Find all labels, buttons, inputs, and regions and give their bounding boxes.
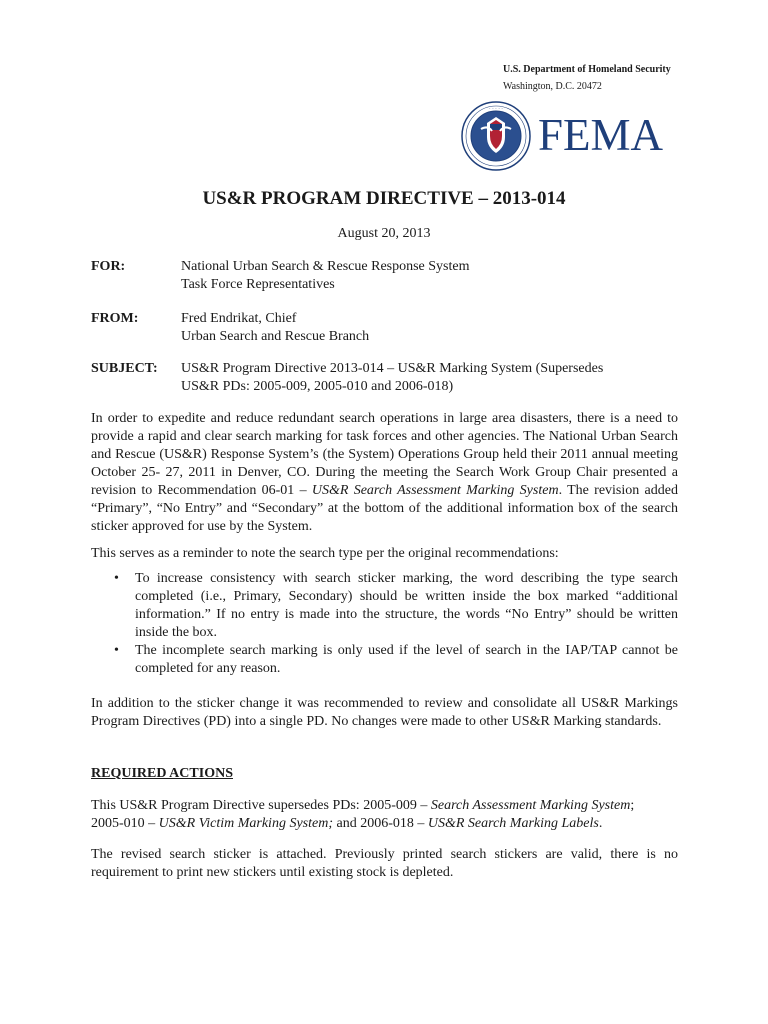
list-item-text: The incomplete search marking is only used if the level of search in the IAP/TAP cannot be completed for any reason. <box>135 643 678 676</box>
page-title: US&R PROGRAM DIRECTIVE – 2013-014 <box>202 188 566 209</box>
department-name: U.S. Department of Homeland Security <box>503 64 671 75</box>
supersedes-h: . <box>598 816 603 831</box>
supersedes-a: This US&R Program Directive supersedes PDs: 2005-009 – <box>91 798 431 813</box>
supersedes-g: US&R Search Marking Labels <box>427 816 599 831</box>
supersedes-d: 2005-010 – <box>91 816 159 831</box>
bullet-icon: • <box>114 571 119 586</box>
paragraph-supersedes <box>91 797 678 833</box>
memo-for-label: FOR: <box>91 259 126 274</box>
memo-subject-value <box>181 360 681 396</box>
supersedes-f: and 2006-018 – <box>332 816 428 831</box>
memo-from-value <box>181 310 681 346</box>
required-actions-heading: REQUIRED ACTIONS <box>91 766 233 781</box>
dhs-seal-icon <box>461 101 531 171</box>
paragraph-sticker-text: The revised search sticker is attached. Previously printed search stickers are valid, there is no requirement to print new stickers until existing stock is depleted. <box>91 847 678 880</box>
paragraph-intro-end: . The revision added “Primary”, “No Entry” and “Secondary” at the bottom of the additional information box of the search sticker approved for use by the System. <box>91 483 678 534</box>
memo-from-line: Urban Search and Rescue Branch <box>181 329 370 344</box>
paragraph-intro <box>91 410 678 536</box>
list-item <box>91 570 678 642</box>
supersedes-e: US&R Victim Marking System; <box>158 816 333 831</box>
paragraph-reminder <box>91 545 678 563</box>
paragraph-intro-italic: US&R Search Assessment Marking System <box>311 483 559 498</box>
list-item <box>91 642 678 678</box>
paragraph-sticker <box>91 846 678 882</box>
memo-from-line: Fred Endrikat, Chief <box>181 311 297 326</box>
memo-for-line: National Urban Search & Rescue Response System <box>181 259 470 274</box>
paragraph-reminder-text: This serves as a reminder to note the search type per the original recommendations: <box>91 546 559 561</box>
memo-from-label: FROM: <box>91 311 139 326</box>
paragraph-consolidation-text: In addition to the sticker change it was recommended to review and consolidate all US&R Markings Program Directives (PD) into a single PD. No changes were made to other US&R Marking standards. <box>91 696 678 729</box>
memo-subject-line: US&R PDs: 2005-009, 2005-010 and 2006-018) <box>181 379 454 394</box>
memo-subject-label: SUBJECT: <box>91 361 158 376</box>
supersedes-c: ; <box>630 798 635 813</box>
memo-for-line: Task Force Representatives <box>181 277 335 292</box>
memo-for-value <box>181 258 681 294</box>
list-item-text: To increase consistency with search sticker marking, the word describing the type search completed (i.e., Primary, Secondary) should be written inside the box marked “additional information.” If no entry is made into the structure, the words “No Entry” should be written inside the box. <box>135 571 678 640</box>
fema-logo-text: FEMA <box>538 110 664 160</box>
paragraph-consolidation <box>91 695 678 731</box>
bullet-list <box>91 570 678 678</box>
bullet-icon: • <box>114 643 119 658</box>
svg-text:· · · · ·: · · · · · <box>489 106 503 112</box>
supersedes-b: Search Assessment Marking System <box>430 798 631 813</box>
paragraph-intro-start: In order to expedite and reduce redundant search operations in large area disasters, there is a need to provide a rapid and clear search marking for task forces and other agencies. The National Urban Search and Rescue (US&R) Response System’s (the System) Operations Group held their 2011 annual meeting October 25- 27, 2011 in Denver, CO. During the meeting the Search Work Group Chair presented a revision to Recommendation 06-01 – <box>91 411 678 498</box>
department-address: Washington, D.C. 20472 <box>503 81 602 92</box>
document-date: August 20, 2013 <box>337 226 431 241</box>
agency-header <box>503 61 671 95</box>
memo-subject-line: US&R Program Directive 2013-014 – US&R Marking System (Supersedes <box>181 361 604 376</box>
